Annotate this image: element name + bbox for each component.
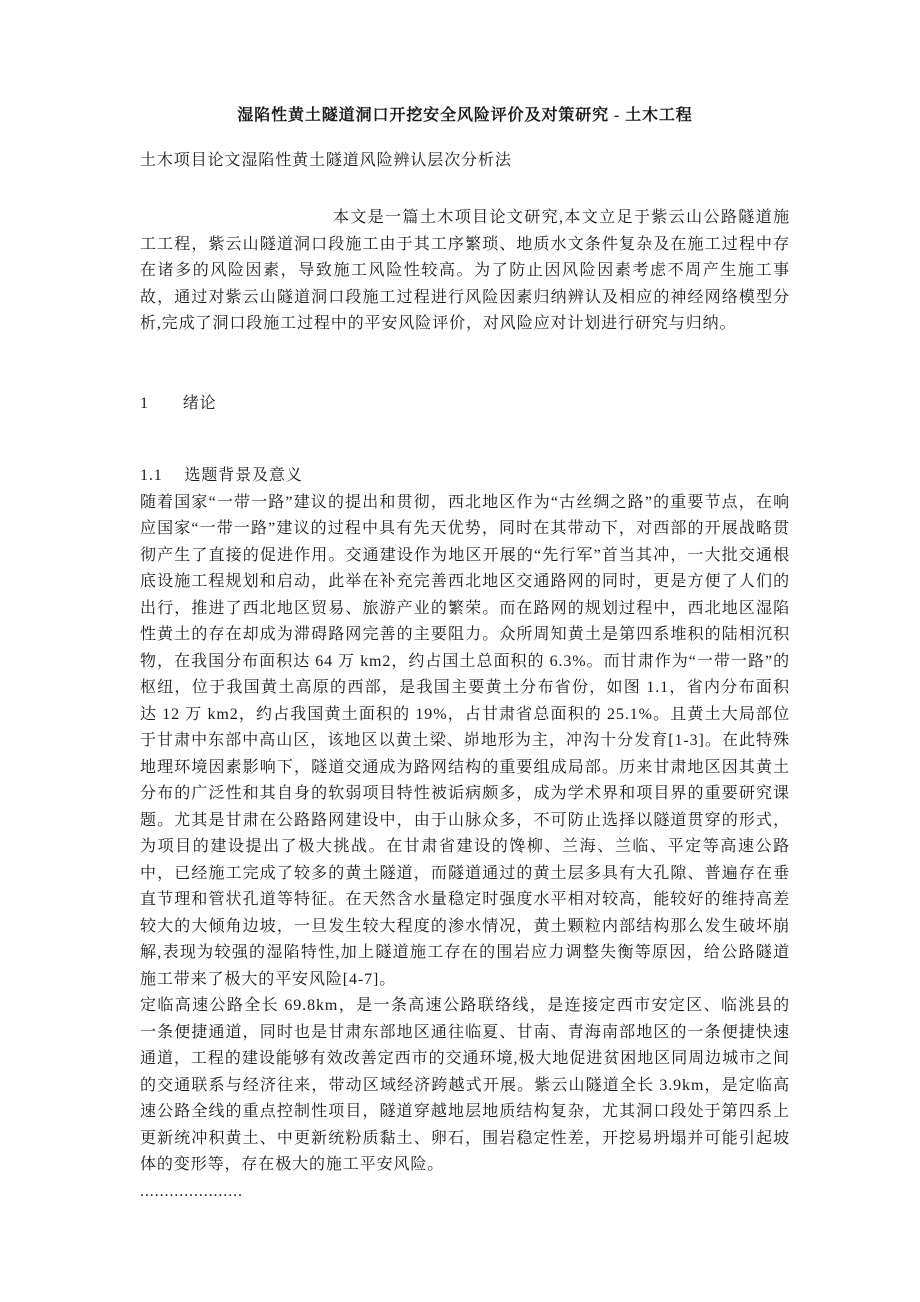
abstract-paragraph: 本文是一篇土木项目论文研究,本文立足于紫云山公路隧道施工工程，紫云山隧道洞口段施工由于其工序繁琐、地质水文条件复杂及在施工过程中存在诸多的风险因素，导致施工风险性较高。为了防止因风险因素考虑不周产生施工事故，通过对紫云山隧道洞口段施工过程进行风险因素归纳辨认及相应的神经网络模型分析,完成了洞口段施工过程中的平安风险评价，对风险应对计划进行研究与归纳。 [140, 209, 790, 332]
body-paragraph-1: 随着国家“一带一路”建议的提出和贯彻，西北地区作为“古丝绸之路”的重要节点，在响应国家“一带一路”建议的过程中具有先天优势，同时在其带动下，对西部的开展战略贯彻产生了直接的促进作用。交通建设作为地区开展的“先行军”首当其冲，一大批交通根底设施工程规划和启动，此举在补充完善西北地区交通路网的同时，更是方便了人们的出行，推进了西北地区贸易、旅游产业的繁荣。而在路网的规划过程中，西北地区湿陷性黄土的存在却成为滞碍路网完善的主要阻力。众所周知黄土是第四系堆积的陆相沉积物，在我国分布面积达 64 万 km2，约占国土总面积的 6.3%。而甘肃作为“一带一路”的枢纽，位于我国黄土高原的西部，是我国主要黄土分布省份，如图 1.1，省内分布面积达 12 万 km2，约占我国黄土面积的 19%，占甘肃省总面积的 25.1%。且黄土大局部位于甘肃中东部中高山区，该地区以黄土梁、峁地形为主，冲沟十分发育[1-3]。在此特殊地理环境因素影响下，隧道交通成为路网结构的重要组成局部。历来甘肃地区因其黄土分布的广泛性和其自身的软弱项目特性被诟病颇多，成为学术界和项目界的重要研究课题。尤其是甘肃在公路路网建设中，由于山脉众多，不可防止选择以隧道贯穿的形式，为项目的建设提出了极大挑战。在甘肃省建设的馋柳、兰海、兰临、平定等高速公路中，已经施工完成了较多的黄土隧道，而隧道通过的黄土层多具有大孔隙、普遍存在垂直节理和管状孔道等特征。在天然含水量稳定时强度水平相对较高，能较好的维持高差较大的大倾角边坡，一旦发生较大程度的渗水情况，黄土颗粒内部结构那么发生破坏崩解,表现为较强的湿陷特性,加上隧道施工存在的围岩应力调整失衡等原因，给公路隧道施工带来了极大的平安风险[4-7]。 [140, 493, 790, 988]
document-subtitle: 土木项目论文湿陷性黄土隧道风险辨认层次分析法 [140, 151, 512, 169]
document-title: 湿陷性黄土隧道洞口开挖安全风险评价及对策研究 - 土木工程 [237, 107, 693, 124]
body-paragraph-2: 定临高速公路全长 69.8km，是一条高速公路联络线，是连接定西市安定区、临洮县的一条便捷通道，同时也是甘肃东部地区通往临夏、甘南、青海南部地区的一条便捷快速通道，工程的建设能够有效改善定西市的交通环境,极大地促进贫困地区同周边城市之间的交通联系与经济往来，带动区域经济跨越式开展。紫云山隧道全长 3.9km，是定临高速公路全线的重点控制性项目，隧道穿越地层地质结构复杂，尤其洞口段处于第四系上更新统冲积黄土、中更新统粉质黏土、卵石，围岩稳定性差，开挖易坍塌并可能引起坡体的变形等，存在极大的施工平安风险。 [140, 997, 790, 1173]
ellipsis-placeholder: ..................... [140, 1182, 243, 1200]
section-heading-1-1: 1.1 选题背景及意义 [140, 467, 303, 484]
section-heading-1: 1 绪论 [140, 394, 217, 412]
